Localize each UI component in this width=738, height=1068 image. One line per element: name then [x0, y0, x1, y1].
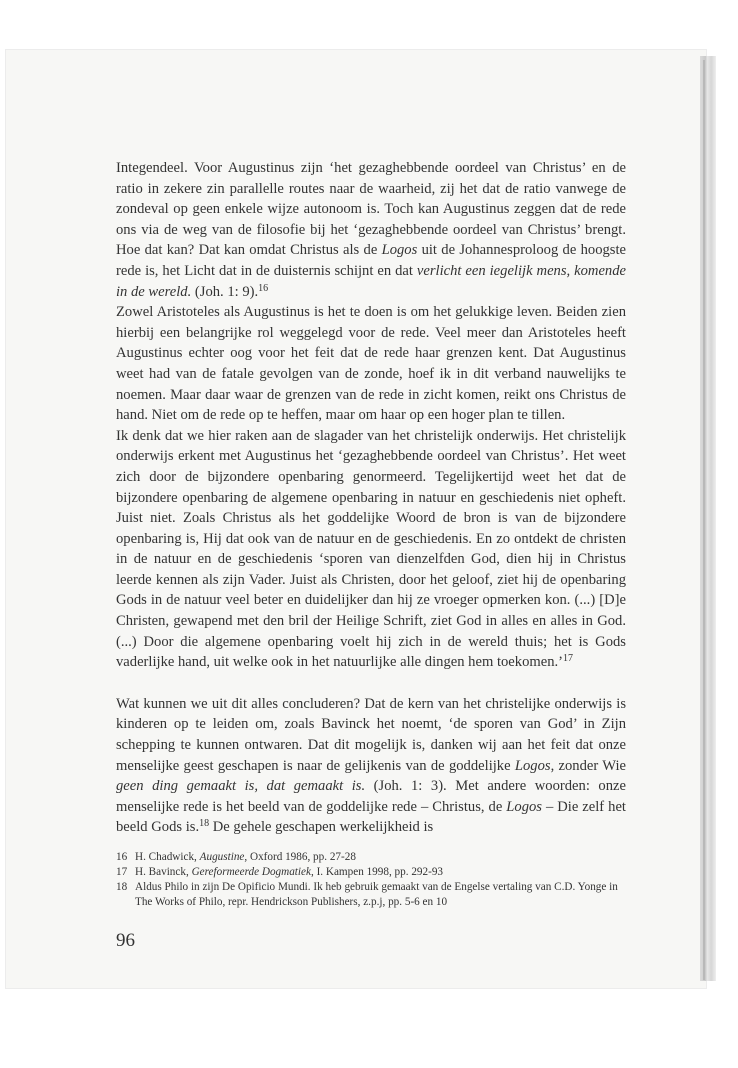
footnote-text: H. Chadwick, Augustine, Oxford 1986, pp. 27-28 — [135, 851, 356, 863]
paragraph-1: Integendeel. Voor Augustinus zijn ‘het gezaghebbende oordeel van Christus’ en de ratio in zekere zin parallelle routes naar de waarheid, zij het dat de ratio vanwege de zondeval op geen enkele wijze autonoom is. Toch kan Augustinus zeggen dat de rede ons via de weg van de filosofie bij het ‘gezaghebbende oordeel van Christus’ brengt. Hoe dat kan? Dat kan omdat Christus als de Logos uit de Johannesproloog de hoogste rede is, het Licht dat in de duisternis schijnt en dat verlicht een iegelijk mens, komende in de wereld. (Joh. 1: 9).$^{16}$ — [116, 160, 626, 300]
footnote-text: Aldus Philo in zijn De Opificio Mundi. Ik heb gebruik gemaakt van de Engelse vertaling van C.D. Yonge in The Works of Philo, repr. Hendrickson Publishers, z.p.j, pp. 5-6 en 10 — [135, 881, 618, 908]
paragraph-4: Wat kunnen we uit dit alles concluderen? Dat de kern van het christelijke onderwijs is kinderen op te leiden om, zoals Bavinck het noemt, ‘de sporen van God’ in Zijn schepping te kunnen ontwaren. Dat dit mogelijk is, danken wij aan het feit dat onze menselijke geest geschapen is naar de gelijkenis van de goddelijke Logos, zonder Wie geen ding gemaakt is, dat gemaakt is. (Joh. 1: 3). Met andere woorden: onze menselijke rede is het beeld van de goddelijke rede – Christus, de Logos – Die zelf het beeld Gods is.$^{18}$ De gehele geschapen werkelijkheid is — [116, 695, 627, 836]
paragraph-gap — [116, 673, 626, 694]
footnote-number: 17 — [116, 866, 128, 878]
page-number: 96 — [116, 930, 135, 951]
paragraph-3: Ik denk dat we hier raken aan de slagader van het christelijk onderwijs. Het christelijk onderwijs erkent met Augustinus het ‘gezaghebbende oordeel van Christus’. Het weet zich door de bijzondere openbaring genormeerd. Tegelijkertijd weet het dat de bijzondere openbaring de algemene openbaring in natuur en geschiedenis niet opheft. Juist niet. Zoals Christus als het goddelijke Woord de bron is van de bijzondere openbaring is, Hij dat ook van de natuur en de geschiedenis. En zo ontdekt de christen in de natuur en de geschiedenis ‘sporen van dienzelfden God, dien hij in Christus leerde kennen als zijn Vader. Juist als Christen, door het geloof, ziet hij de openbaring Gods in de natuur veel beter en duidelijker dan hij ze vroeger opmerken kon. (...) [D]e Christen, gewapend met den bril der Heilige Schrift, ziet God in alles en alles in God. (...) Door die algemene openbaring voelt hij zich in de wereld thuis; het is Gods vaderlijke hand, uit welke ook in het natuurlijke alle dingen hem toekomen.’$^{17}$ — [116, 427, 626, 671]
footnote-number: 18 — [116, 881, 128, 893]
paragraph-2: Zowel Aristoteles als Augustinus is het te doen is om het gelukkige leven. Beiden zien hierbij een belangrijke rol weggelegd voor de rede. Veel meer dan Aristoteles heeft Augustinus echter oog voor het feit dat de rede haar grenzen kent. Dat Augustinus weet had van de fatale gevolgen van de zonde, hoef ik in dit verband nauwelijks te noemen. Maar daar waar de grenzen van de rede in zicht komen, reikt ons Christus de hand. Niet om de rede op te heffen, maar om haar op een hoger plan te tillen. — [116, 304, 626, 424]
body-text — [116, 158, 626, 838]
footnotes — [116, 850, 631, 910]
page-edge-line — [703, 60, 705, 980]
footnote-ref-18: 18 — [199, 818, 210, 830]
footnote — [116, 880, 631, 910]
footnote-number: 16 — [116, 851, 128, 863]
footnote-text: H. Bavinck, Gereformeerde Dogmatiek, I. Kampen 1998, pp. 292-93 — [135, 866, 444, 878]
footnote — [116, 850, 631, 865]
footnote-ref-16: 16 — [258, 282, 269, 294]
footnote-ref-17: 17 — [563, 653, 574, 665]
footnote — [116, 865, 631, 880]
